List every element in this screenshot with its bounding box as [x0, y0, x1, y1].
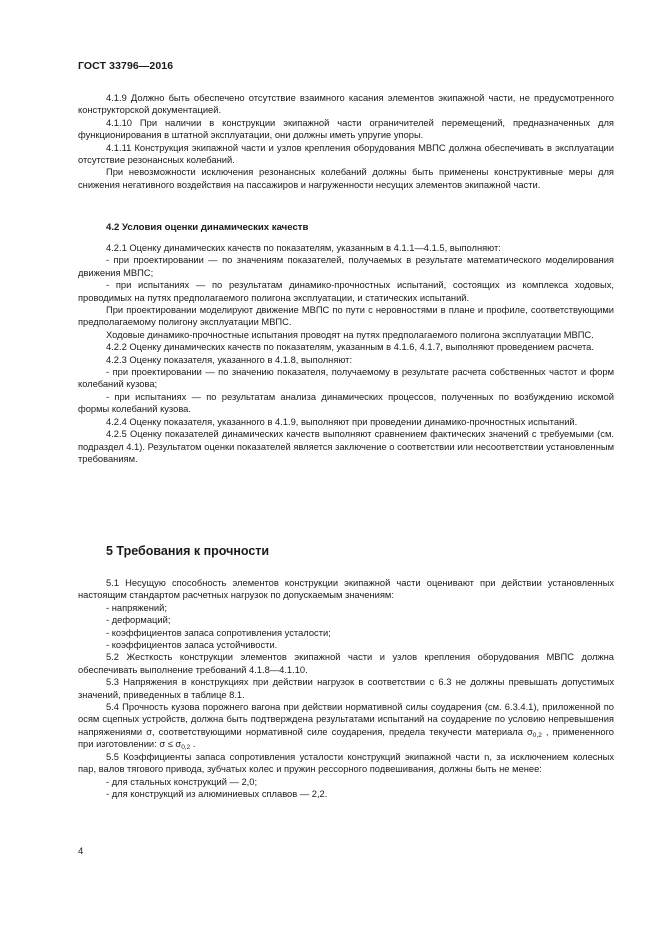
list-item: - при проектировании — по значению показателя, получаемому в результате расчета собственных частот и форм колебаний кузова; [78, 367, 614, 390]
list-item: - для конструкций из алюминиевых сплавов — 2,2. [106, 788, 328, 799]
text-run: 5.4 Прочность кузова порожнего вагона при действии нормативной силы соударения (см. 6.3.4.1), приложенной по осям сцепных устройств, должна быть подтверждена результатами испытаний на соударение по условию непревышения напряжениями σ, соответствующими нормативной силе соударения, предела текучести материала σ [78, 702, 614, 737]
paragraph: Ходовые динамико-прочностные испытания проводят на путях предполагаемого полигона эксплуатации МВПС. [106, 329, 594, 340]
subscript: 0,2 [532, 731, 542, 739]
paragraph: 5.5 Коэффициенты запаса сопротивления усталости конструкций экипажной части n, за исключением колесных пар, валов тягового привода, зубчатых колес и пружин рессорного подвешивания, должны быть не менее: [78, 751, 614, 775]
list-item: - коэффициентов запаса устойчивости. [106, 640, 278, 651]
document-header: ГОСТ 33796—2016 [78, 60, 174, 72]
paragraph: 4.2.1 Оценку динамических качеств по показателям, указанным в 4.1.1—4.1.5, выполняют: [106, 243, 501, 253]
section-4-2-heading: 4.2 Условия оценки динамических качеств [106, 222, 309, 233]
list-item: - при испытаниях — по результатам анализа динамических процессов, полученных по возбуждению искомой формы колебаний кузова. [78, 391, 614, 415]
paragraph: 4.2.4 Оценку показателя, указанного в 4.1.9, выполняют при проведении динамико-прочностных испытаний. [106, 416, 578, 427]
paragraph: 5.1 Несущую способность элементов конструкции экипажной части оценивают при действии установленных настоящим стандартом расчетных нагрузок по допускаемым значениям: [78, 578, 614, 601]
list-item: - деформаций; [106, 615, 171, 626]
paragraph: 5.3 Напряжения в конструкциях при действии нагрузок в соответствии с 6.3 не должны превышать допустимых значений, приведенных в таблице 8.1. [78, 677, 614, 700]
list-item: - при испытаниях — по результатам динамико-прочностных испытаний, состоящих из комплекса ходовых, проводимых на путях предполагаемого полигона эксплуатации, и статических испытаний. [78, 280, 614, 303]
list-item: - при проектировании — по значениям показателей, получаемых в результате математического моделирования движения МВПС; [78, 255, 614, 278]
section-5-heading: 5 Требования к прочности [106, 544, 270, 558]
paragraph: 4.2.5 Оценку показателей динамических качеств выполняют сравнением фактических значений с требуемыми (см. подраздел 4.1). Результатом оценки показателей является заключение о соответствии или несоответствии установленным требованиям. [78, 429, 614, 464]
section-4-2-body [78, 242, 614, 465]
paragraph-5-4 [78, 701, 614, 751]
section-5-body [78, 577, 614, 800]
paragraph: 4.2.3 Оценку показателя, указанного в 4.1.8, выполняют: [106, 354, 353, 365]
paragraph: 4.2.2 Оценку динамических качеств по показателям, указанным в 4.1.6, 4.1.7, выполняют проведением расчета. [106, 342, 594, 353]
paragraph: 4.1.11 Конструкция экипажной части и узлов крепления оборудования МВПС должна обеспечивать в эксплуатации отсутствие резонансных колебаний. [78, 142, 614, 166]
paragraph: 4.1.10 При наличии в конструкции экипажной части ограничителей перемещений, предназначенных для функционирования в штатной эксплуатации, они должны иметь упругие упоры. [78, 117, 614, 141]
list-item: - для стальных конструкций — 2,0; [106, 776, 258, 787]
paragraph: 4.1.9 Должно быть обеспечено отсутствие взаимного касания элементов экипажной части, не предусмотренного конструкторской документацией. [78, 93, 614, 116]
list-item: - напряжений; [106, 602, 167, 613]
page-number: 4 [78, 846, 84, 857]
text-run: , примененного при изготовлении: σ ≤ σ [78, 726, 614, 750]
clause-4-1-continuation [78, 92, 614, 191]
text-run: . [190, 739, 196, 750]
subscript: 0,2 [181, 744, 191, 752]
paragraph: 5.2 Жесткость конструкции элементов экипажной части и узлов крепления оборудования МВПС должна обеспечивать выполнение требований 4.1.8—4.1.10. [78, 652, 614, 675]
list-item: - коэффициентов запаса сопротивления усталости; [106, 627, 331, 638]
paragraph: При проектировании моделируют движение МВПС по пути с неровностями в плане и профиле, соответствующими предполагаемому полигону эксплуатации МВПС. [78, 305, 614, 328]
paragraph: При невозможности исключения резонансных колебаний должны быть применены конструктивные меры для снижения негативного воздействия на пассажиров и нагруженности несущих элементов экипажной части. [78, 167, 614, 190]
